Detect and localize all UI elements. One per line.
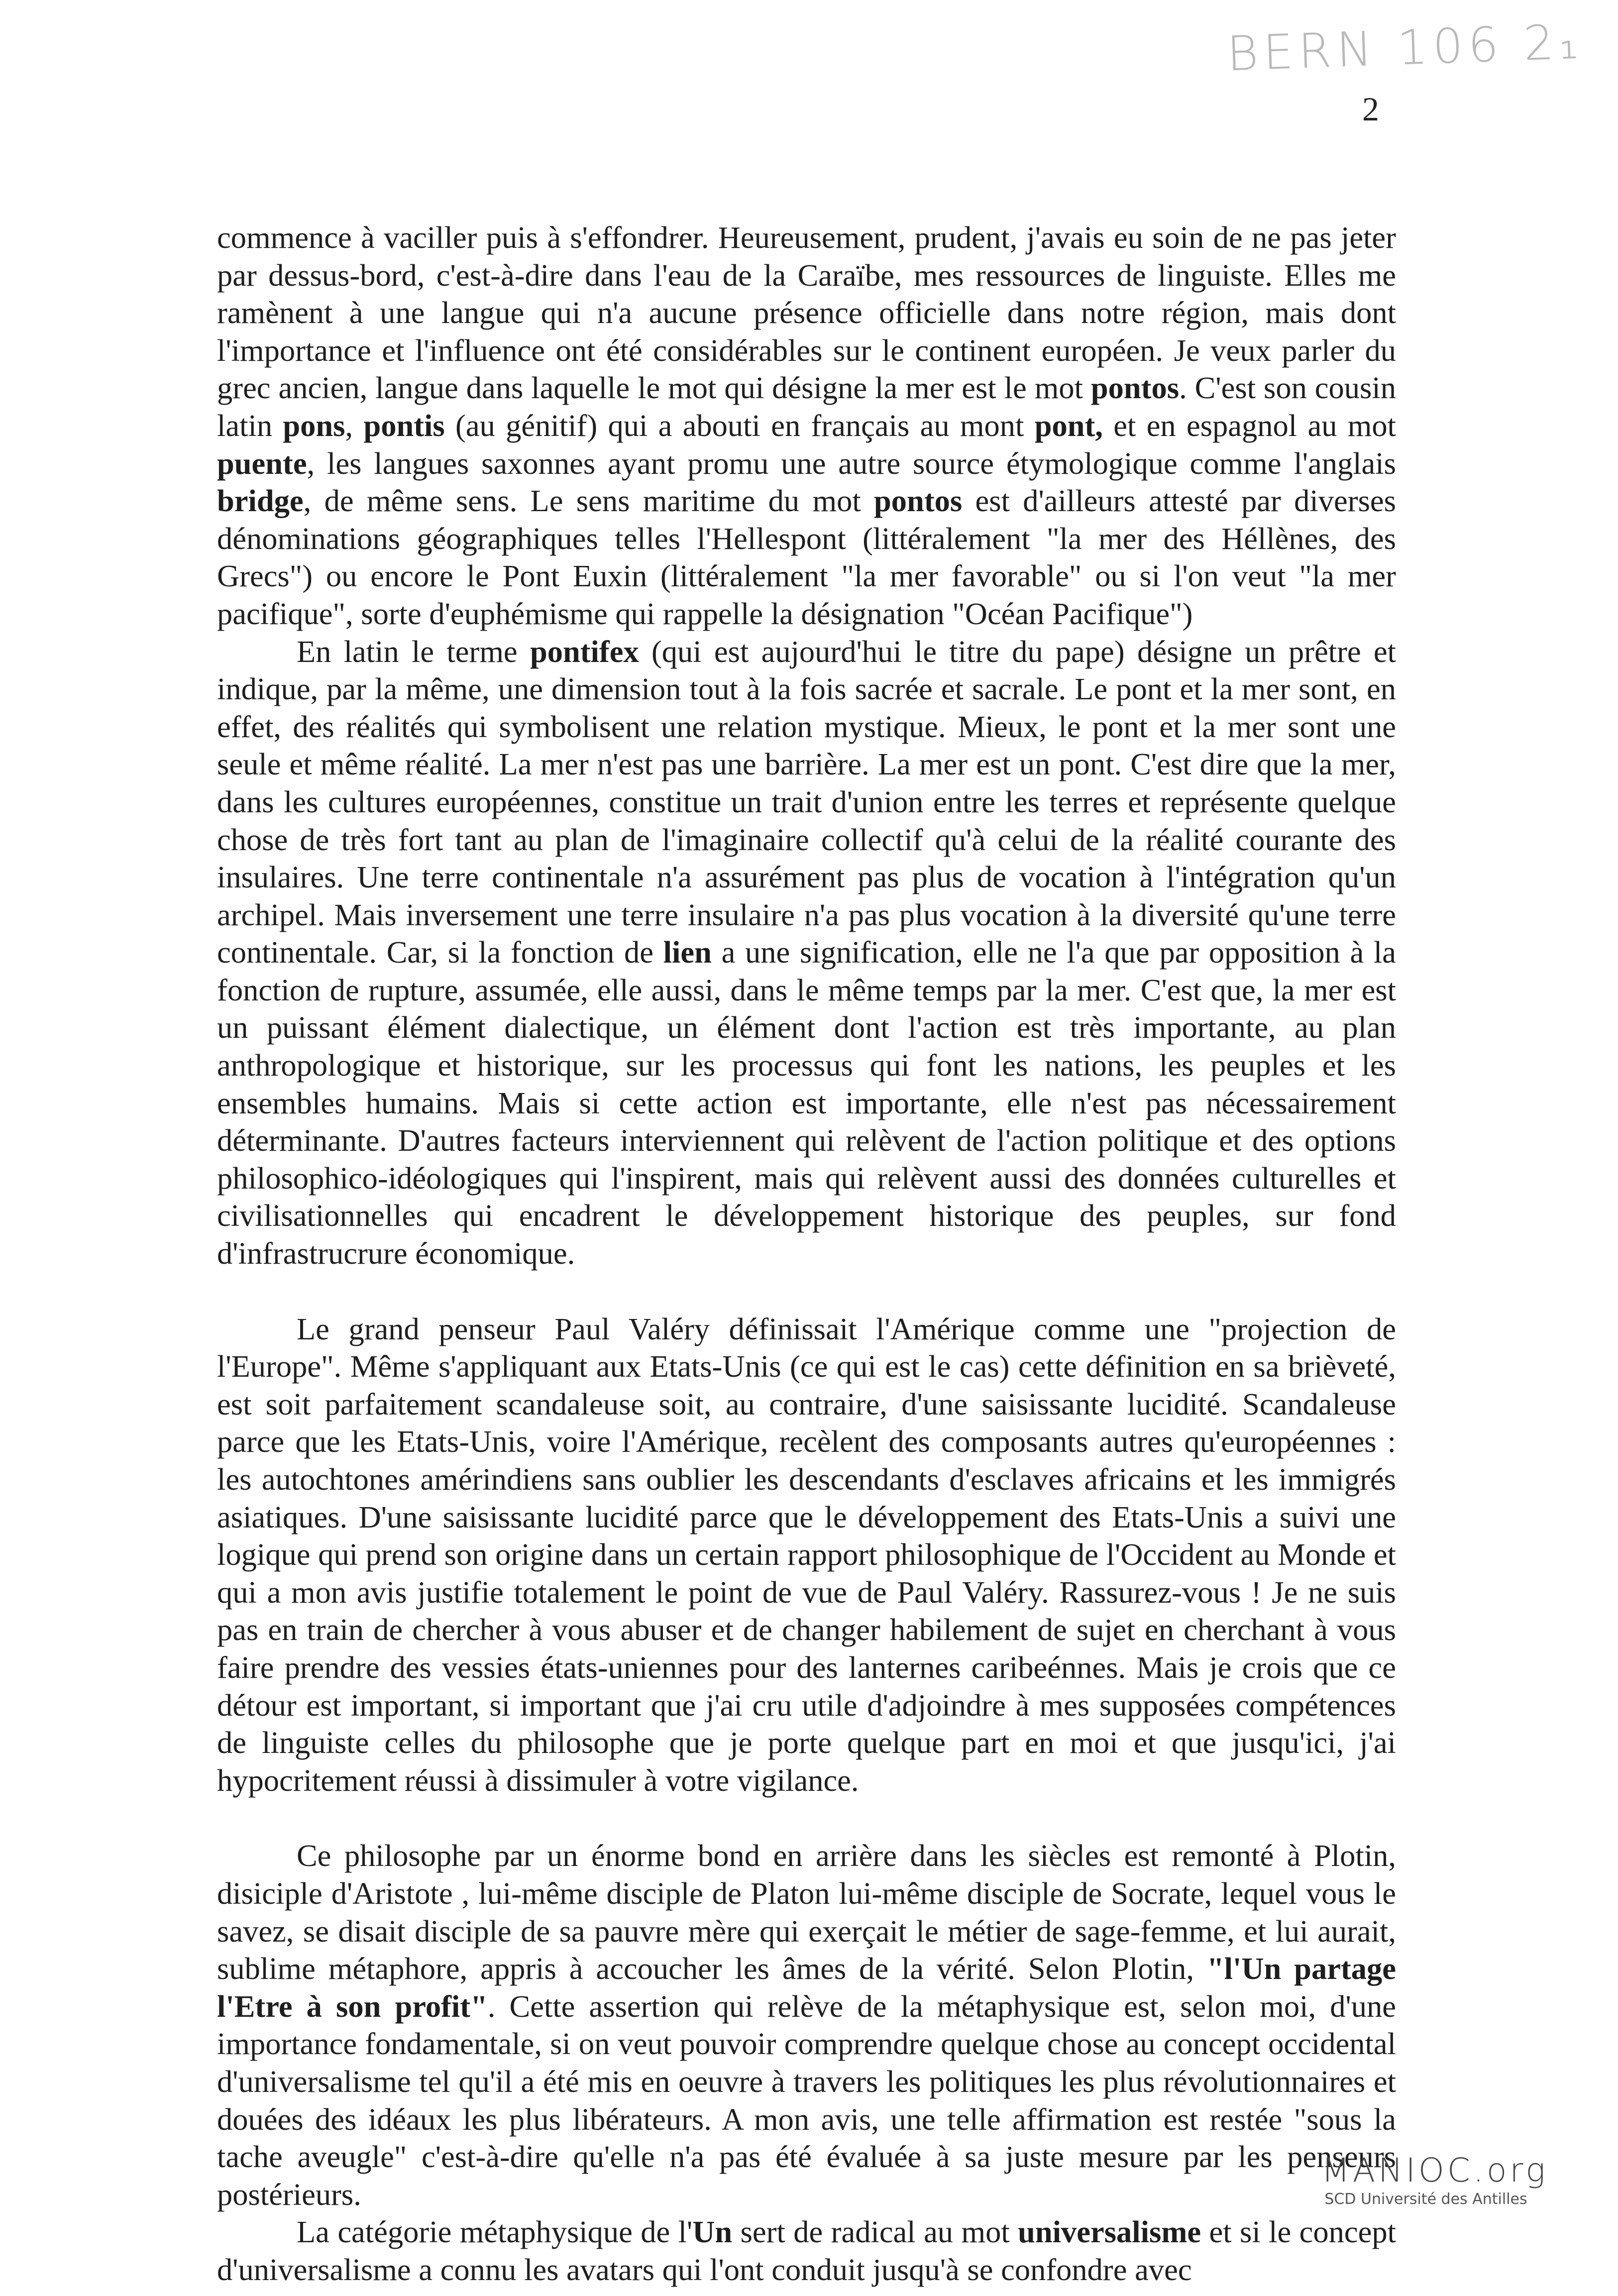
logo-name: MANIOC.org — [1321, 2151, 1548, 2189]
text-run: , les langues saxonnes ayant promu une autre source étymologique comme l'anglais — [307, 445, 1396, 481]
text-run: , — [345, 408, 364, 443]
text-run: En latin le terme — [297, 634, 530, 669]
bold-term: "l'Un partage l'Etre à son profit" — [217, 1951, 1396, 2024]
text-run: , de même sens. Le sens maritime du mot — [303, 483, 874, 519]
text-run: a une signification, elle ne l'a que par opposition à la fonction de rupture, assumée, elle aussi, dans le même temps par la mer. C'est que, la mer est un puissant élément dialectique, un élément dont l'action est très importante, au plan anthropologique et historique, sur les processus qui font les nations, les peuples et les ensembles humains. Mais si cette action est importante, elle n'est pas nécessairement déterminante. D'autres facteurs interviennent qui relèvent de l'action politique et des options philosophico-idéologiques qui l'inspirent, mais qui relèvent aussi des données culturelles et civilisationnelles qui encadrent le développement historique des peuples, sur fond d'infrastrucrure économique. — [217, 935, 1396, 1271]
paragraph — [217, 2213, 1396, 2289]
text-run: et si le concept d'universalisme a connu les avatars qui l'ont conduit jusqu'à se confondre avec — [217, 2214, 1396, 2287]
bold-term: pont, — [1034, 408, 1103, 443]
paragraph — [217, 633, 1396, 1273]
logo-subtitle: SCD Université des Antilles — [1324, 2190, 1527, 2208]
text-run: Ce philosophe par un énorme bond en arrière dans les siècles est remonté à Plotin, disiciple d'Aristote , lui-même disciple de Platon lui-même disciple de Socrate, lequel vous le savez, se disait disciple de sa pauvre mère qui exerçait le métier de sage-femme, et lui aurait, sublime métaphore, appris à accoucher les âmes de la vérité. Selon Plotin, — [217, 1838, 1396, 1986]
text-run: Le grand penseur Paul Valéry définissait l'Amérique comme une "projection de l'Europe". Même s'appliquant aux Etats-Unis (ce qui est le cas) cette définition en sa brièveté, est soit parfaitement scandaleuse soit, au contraire, d'une saisissante lucidité. Scandaleuse parce que les Etats-Unis, voire l'Amérique, recèlent des composants autres qu'européennes : les autochtones amérindiens sans oublier les descendants d'esclaves africains et les immigrés asiatiques. D'une saisissante lucidité parce que le développement des Etats-Unis a suivi une logique qui prend son origine dans un certain rapport philosophique de l'Occident au Monde et qui a mon avis justifie totalement le point de vue de Paul Valéry. Rassurez-vous ! Je ne suis pas en train de chercher à vous abuser et de changer habilement de sujet en cherchant à vous faire prendre des vessies états-uniennes pour des lanternes caribeénnes. Mais je crois que ce détour est important, si important que j'ai cru utile d'adjoindre à mes supposées compétences de linguiste celles du philosophe que je porte quelque part en moi et que jusqu'ici, j'ai hypocritement réussi à dissimuler à votre vigilance. — [217, 1311, 1396, 1798]
paragraph — [217, 1837, 1396, 2213]
text-run: (au génitif) qui a abouti en français au mont — [444, 408, 1035, 443]
bold-term: pontos — [874, 483, 963, 519]
handwritten-archive-note: BERN 106 2₁ — [1226, 13, 1584, 82]
paragraph — [217, 1311, 1396, 1800]
text-run: commence à vaciller puis à s'effondrer. Heureusement, prudent, j'avais eu soin de ne pas jeter par dessus-bord, c'est-à-dire dans l'eau de la Caraïbe, mes ressources de linguiste. Elles me ramènent à une langue qui n'a aucune présence officielle dans notre région, mais dont l'importance et l'influence ont été considérables sur le continent européen. Je veux parler du grec ancien, langue dans laquelle le mot qui désigne la mer est le mot — [217, 220, 1396, 406]
bold-term: universalisme — [1018, 2214, 1201, 2250]
bold-term: pontis — [363, 408, 445, 443]
bold-term: bridge — [217, 483, 304, 519]
bold-term: puente — [217, 445, 307, 481]
text-run: sert de radical au mot — [732, 2214, 1018, 2250]
text-run: et en espagnol au mot — [1102, 408, 1397, 443]
bold-term: pons — [283, 408, 345, 443]
document-body — [217, 219, 1396, 2289]
text-run: est d'ailleurs attesté par diverses dénominations géographiques telles l'Hellespont (littéralement "la mer des Héllènes, des Grecs") ou encore le Pont Euxin (littéralement "la mer favorable" ou si l'on veut "la mer pacifique", sorte d'euphémisme qui rappelle la désignation "Océan Pacifique") — [217, 483, 1396, 631]
text-run: . Cette assertion qui relève de la métaphysique est, selon moi, d'une importance fondamentale, si on veut pouvoir comprendre quelque chose au concept occidental d'universalisme tel qu'il a été mis en oeuvre à travers les politiques les plus révolutionnaires et douées des idéaux les plus libérateurs. A mon avis, une telle affirmation est restée "sous la tache aveugle" c'est-à-dire qu'elle n'a pas été évaluée à sa juste mesure par les penseurs postérieurs. — [217, 1988, 1396, 2212]
bold-term: pontifex — [530, 634, 639, 669]
text-run: La catégorie métaphysique de l' — [297, 2214, 693, 2250]
text-run: (qui est aujourd'hui le titre du pape) désigne un prêtre et indique, par la même, une dimension tout à la fois sacrée et sacrale. Le pont et la mer sont, en effet, des réalités qui symbolisent une relation mystique. Mieux, le pont et la mer sont une seule et même réalité. La mer n'est pas une barrière. La mer est un pont. C'est dire que la mer, dans les cultures européennes, constitue un trait d'union entre les terres et représente quelque chose de très fort tant au plan de l'imaginaire collectif qu'à celui de la réalité courante des insulaires. Une terre continentale n'a assurément pas plus de vocation à l'intégration qu'un archipel. Mais inversement une terre insulaire n'a pas plus vocation à la diversité qu'une terre continentale. Car, si la fonction de — [217, 634, 1396, 970]
bold-term: lien — [663, 935, 712, 970]
text-run: . C'est son cousin latin — [217, 370, 1396, 443]
bold-term: Un — [692, 2214, 733, 2250]
page-number: 2 — [1362, 90, 1379, 128]
bold-term: pontos — [1090, 370, 1180, 406]
manioc-logo — [1321, 2151, 1548, 2208]
paragraph — [217, 219, 1396, 633]
